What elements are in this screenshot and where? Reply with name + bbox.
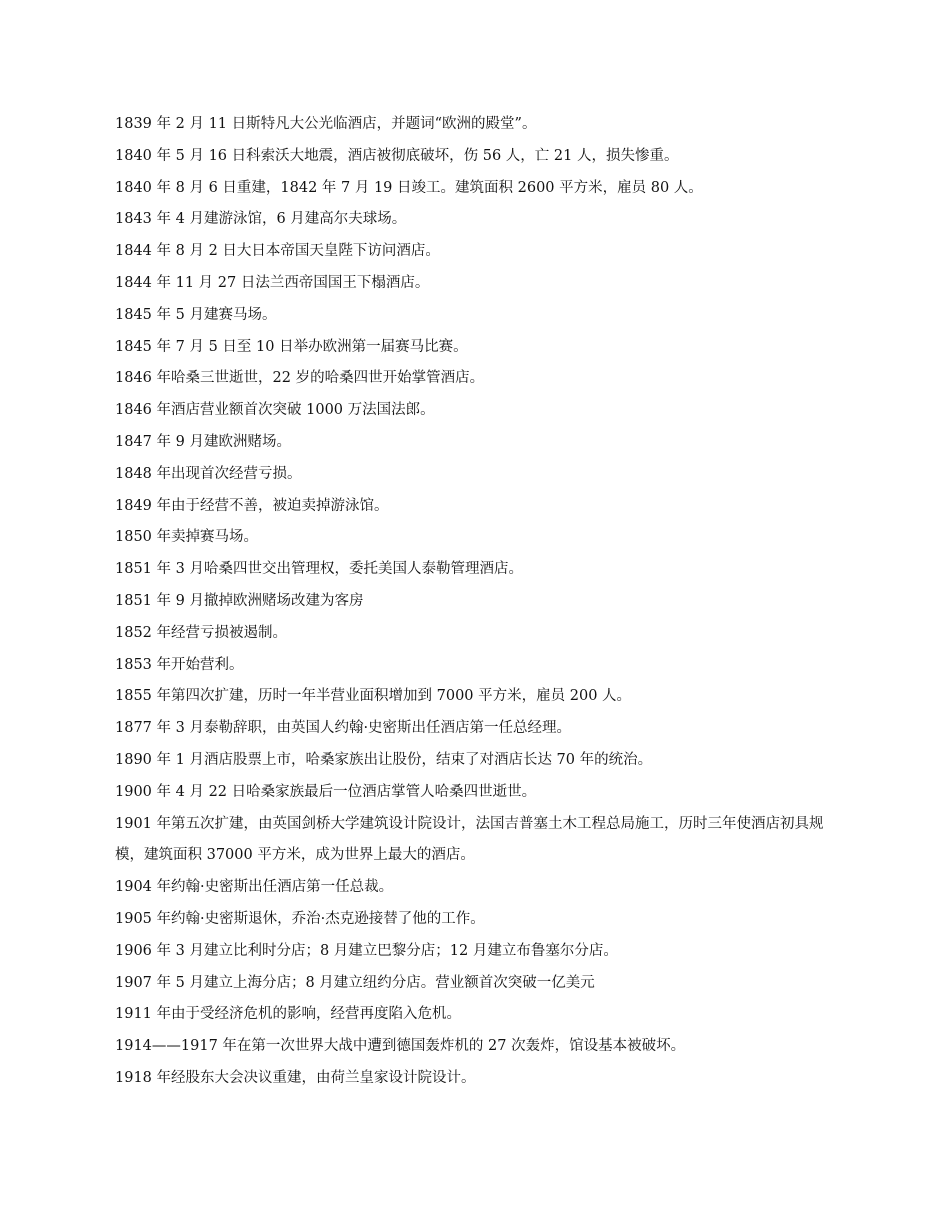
timeline-entry: 1846 年哈桑三世逝世，22 岁的哈桑四世开始掌管酒店。 <box>115 370 485 387</box>
timeline-entry: 1851 年 9 月撤掉欧洲赌场改建为客房 <box>115 592 364 609</box>
timeline-entry: 1843 年 4 月建游泳馆，6 月建高尔夫球场。 <box>115 211 407 228</box>
timeline-entry: 1890 年 1 月酒店股票上市，哈桑家族出让股份，结束了对酒店长达 70 年的统治。 <box>115 751 653 768</box>
timeline-entry: 1839 年 2 月 11 日斯特凡大公光临酒店，并题词“欧洲的殿堂”。 <box>115 116 537 132</box>
timeline-entry: 1877 年 3 月泰勒辞职，由英国人约翰·史密斯出任酒店第一任总经理。 <box>115 720 572 737</box>
timeline-entry: 1846 年酒店营业额首次突破 1000 万法国法郎。 <box>115 402 435 419</box>
timeline-entry: 1906 年 3 月建立比利时分店；8 月建立巴黎分店；12 月建立布鲁塞尔分店。 <box>115 942 618 959</box>
timeline-entry: 1850 年卖掉赛马场。 <box>115 529 259 546</box>
timeline-entry: 1848 年出现首次经营亏损。 <box>115 465 302 482</box>
timeline-entry: 1901 年第五次扩建，由英国剑桥大学建筑设计院设计，法国吉普塞土木工程总局施工，历时三年使酒店初具规模，建筑面积 37000 平方米，成为世界上最大的酒店。 <box>115 815 824 864</box>
timeline-text <box>115 109 845 1095</box>
timeline-entry: 1855 年第四次扩建，历时一年半营业面积增加到 7000 平方米，雇员 200 人。 <box>115 688 632 705</box>
timeline-entry: 1905 年约翰·史密斯退休，乔治·杰克逊接替了他的工作。 <box>115 910 485 927</box>
timeline-entry: 1852 年经营亏损被遏制。 <box>115 624 288 641</box>
timeline-entry: 1918 年经股东大会决议重建，由荷兰皇家设计院设计。 <box>115 1069 476 1086</box>
timeline-entry: 1840 年 8 月 6 日重建，1842 年 7 月 19 日竣工。建筑面积 2600 平方米，雇员 80 人。 <box>115 179 703 196</box>
timeline-entry: 1849 年由于经营不善，被迫卖掉游泳馆。 <box>115 497 389 514</box>
timeline-entry: 1904 年约翰·史密斯出任酒店第一任总裁。 <box>115 879 394 896</box>
timeline-entry: 1845 年 5 月建赛马场。 <box>115 306 277 323</box>
timeline-entry: 1851 年 3 月哈桑四世交出管理权，委托美国人泰勒管理酒店。 <box>115 561 523 578</box>
timeline-entry: 1914——1917 年在第一次世界大战中遭到德国轰炸机的 27 次轰炸，馆设基本被破坏。 <box>115 1038 686 1055</box>
timeline-entry: 1900 年 4 月 22 日哈桑家族最后一位酒店掌管人哈桑四世逝世。 <box>115 783 537 800</box>
timeline-entry: 1845 年 7 月 5 日至 10 日举办欧洲第一届赛马比赛。 <box>115 338 468 355</box>
timeline-entry: 1840 年 5 月 16 日科索沃大地震，酒店被彻底破坏，伤 56 人，亡 21 人，损失惨重。 <box>115 147 679 164</box>
timeline-entry: 1907 年 5 月建立上海分店；8 月建立纽约分店。营业额首次突破一亿美元 <box>115 974 595 991</box>
timeline-entry: 1847 年 9 月建欧洲赌场。 <box>115 433 291 450</box>
timeline-entry: 1844 年 8 月 2 日大日本帝国天皇陛下访问酒店。 <box>115 243 440 260</box>
timeline-entry: 1911 年由于受经济危机的影响，经营再度陷入危机。 <box>115 1006 462 1023</box>
timeline-entry: 1844 年 11 月 27 日法兰西帝国国王下榻酒店。 <box>115 274 430 291</box>
timeline-entry: 1853 年开始营利。 <box>115 656 244 673</box>
